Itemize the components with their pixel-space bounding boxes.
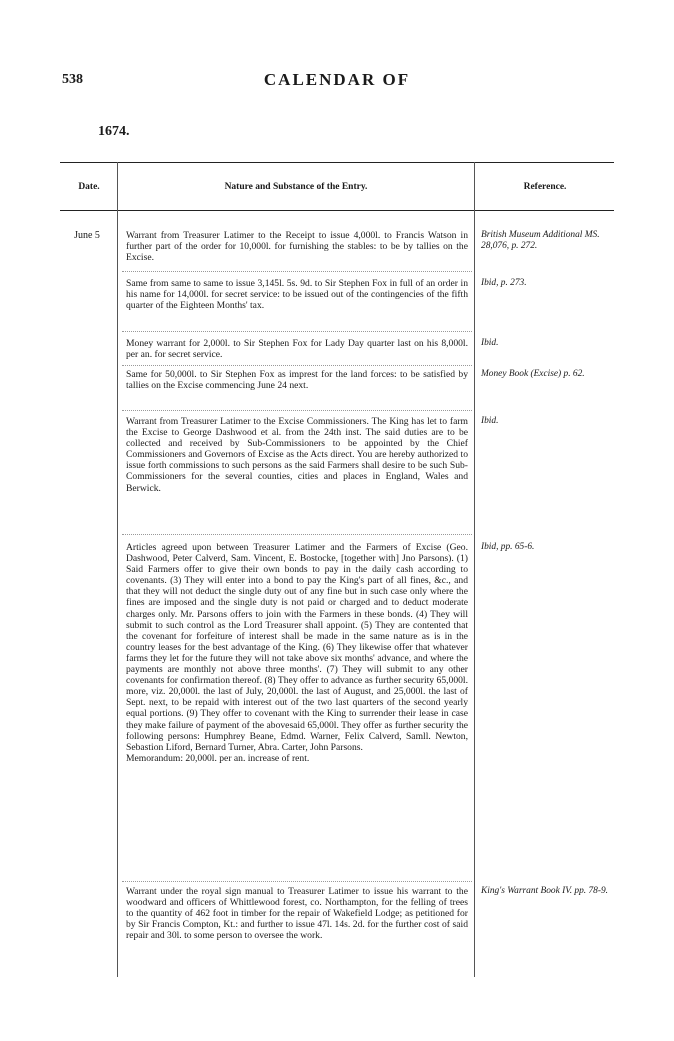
entry-separator — [122, 365, 472, 366]
column-header-date: Date. — [78, 182, 100, 192]
entry-text: Articles agreed upon between Treasurer Latimer and the Farmers of Excise (Geo. Dashwood, Peter Calverd, Sam. Vincent, E. Bostocke, [together with] Jno Parsons). (1) Said Farmers offer to give their own bonds to pay in the daily cash according to covenants. (3) They will enter into a bond to pay the King's part of all fines, &c., and that they will not deduct the single duty out of any fine but in such case only where the fines are imposed and the single duty is not paid or charged and to deduct moderate charges only. Mr. Parsons offers to join with the Farmers in these bonds. (4) They will submit to such control as the Lord Treasurer shall appoint. (5) They are contented that the covenant for forfeiture of interest shall be made in the same nature as is in the country leases for the best advantage of the King. (6) They likewise offer that whatever farms they let for the future they will not take above six months' advance, and where the payments are monthly not above three months'. (7) They will submit to any other covenants for confirmation thereof. (8) They offer to advance as further security 65,000l. more, viz. 20,000l. the last of July, 20,000l. the last of August, and 25,000l. the last of Sept. next, to be repaid with interest out of the two last quarters of the second yearly equal portions. (9) They offer to covenant with the King to surrender their lease in case they make failure of payment of the abovesaid 65,000l. They offer as further security the following persons: Humphrey Beane, Edmd. Warner, Felix Calverd, Samll. Newton, Sebastion Liford, Bernard Turner, Abra. Carter, John Parsons. Memorandum: 20,000l. per an. increase of rent. — [126, 542, 468, 764]
entry-reference: Ibid. — [481, 338, 499, 348]
entry-text: Warrant from Treasurer Latimer to the Excise Commissioners. The King has let to farm the Excise to George Dashwood et al. from the 24th inst. The said duties are to be collected and received by Sub-Commissioners to be appointed by the Chief Commissioners and Governors of Excise as the Acts direct. You are hereby authorized to issue forth commissions to such persons as the said Farmers shall desire to be such Sub-Commissioners for the several counties, cities and places in England, Wales and Berwick. — [126, 416, 468, 494]
entry-text: Money warrant for 2,000l. to Sir Stephen Fox for Lady Day quarter last on his 8,000l. per an. for secret service. — [126, 338, 468, 361]
entry-separator — [122, 331, 472, 332]
entry-reference: King's Warrant Book IV. pp. 78-9. — [481, 886, 609, 896]
entry-text: Warrant from Treasurer Latimer to the Receipt to issue 4,000l. to Francis Watson in further part of the order for 10,000l. for furnishing the stables: to be by tallies on the Excise. — [126, 230, 468, 264]
column-header-reference: Reference. — [523, 182, 567, 192]
entry-reference: British Museum Additional MS. 28,076, p. 272. — [481, 230, 600, 252]
table-top-rule — [60, 162, 614, 163]
entry-date: June 5 — [74, 230, 100, 241]
entry-separator — [122, 881, 472, 882]
column-divider-left — [117, 162, 118, 977]
table-header-rule — [60, 210, 614, 211]
column-divider-right — [474, 162, 475, 977]
entry-memorandum: Memorandum: 20,000l. per an. increase of rent. — [126, 752, 310, 764]
running-head: CALENDAR OF — [263, 70, 411, 89]
entry-reference: Money Book (Excise) p. 62. — [481, 369, 585, 379]
column-header-nature: Nature and Substance of the Entry. — [224, 182, 368, 192]
year-heading: 1674. — [98, 124, 130, 139]
entry-reference: Ibid, pp. 65-6. — [481, 542, 535, 552]
entry-text: Warrant under the royal sign manual to Treasurer Latimer to issue his warrant to the woodward and officers of Whittlewood forest, co. Northampton, for the felling of trees to the quantity of 462 foot in timber for the repair of Wakefield Lodge; as petitioned for by Sir Francis Compton, Kt.: and further to issue 47l. 14s. 2d. for the further cost of said repair and 30l. to some person to oversee the work. — [126, 886, 468, 942]
page-number: 538 — [62, 72, 83, 87]
entry-text: Same for 50,000l. to Sir Stephen Fox as imprest for the land forces: to be satisfied by tallies on the Excise commencing June 24 next. — [126, 369, 468, 392]
entry-text: Same from same to same to issue 3,145l. 5s. 9d. to Sir Stephen Fox in full of an order in his name for 14,000l. for secret service: to be issued out of the contingencies of the fifth quarter of the Eighteen Months' tax. — [126, 278, 468, 312]
entry-separator — [122, 534, 472, 535]
entry-separator — [122, 271, 472, 272]
entry-separator — [122, 410, 472, 411]
entry-reference: Ibid, p. 273. — [481, 278, 527, 288]
entry-reference: Ibid. — [481, 416, 499, 426]
